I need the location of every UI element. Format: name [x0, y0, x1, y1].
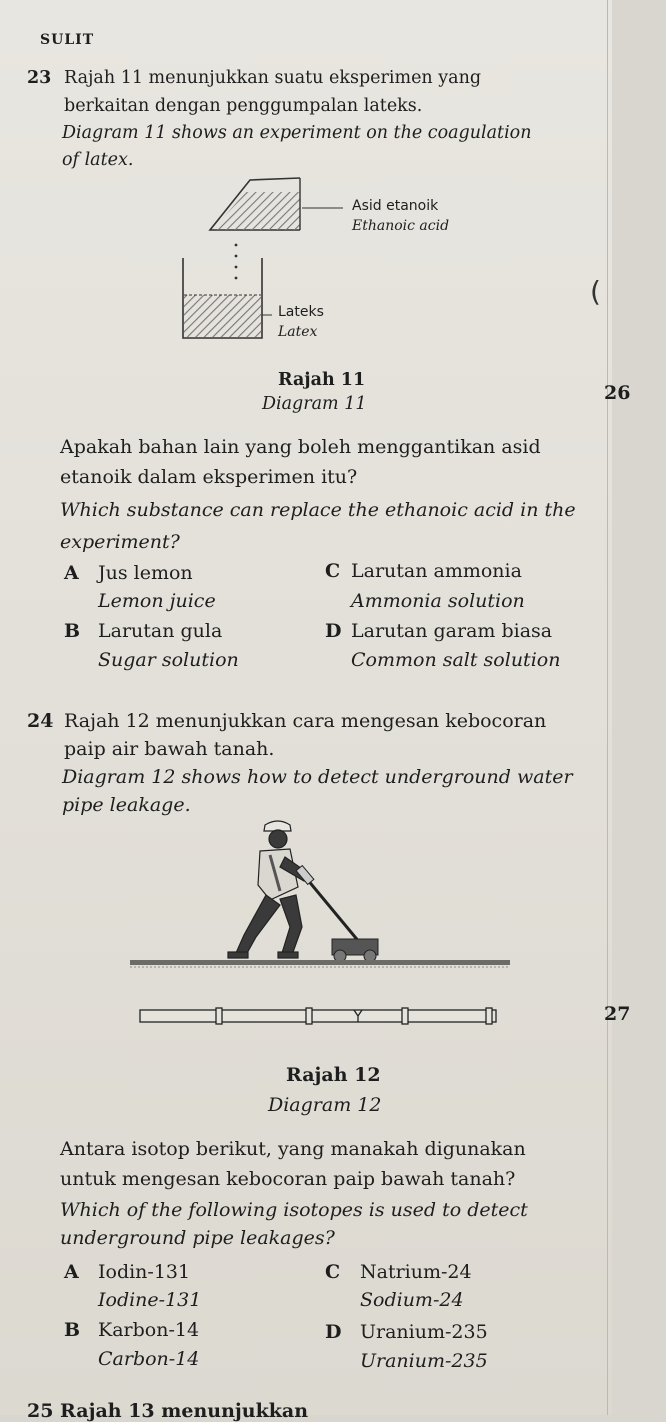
- q23-stem-malay-1: Rajah 11 menunjukkan suatu eksperimen yang: [64, 68, 482, 88]
- q23-option-a-letter[interactable]: A: [64, 562, 79, 584]
- q24-option-c-english: Sodium-24: [360, 1289, 464, 1311]
- q24-stem-english-2: pipe leakage.: [62, 794, 191, 816]
- page-number-27: 27: [604, 1003, 631, 1025]
- margin-rule: [607, 0, 608, 1415]
- underground-pipe: [140, 1008, 496, 1024]
- detector-device: [332, 939, 378, 962]
- q23-number: 23: [27, 68, 52, 88]
- margin-bracket-mark: (: [590, 275, 601, 308]
- diagram-12-caption-malay: Rajah 12: [286, 1064, 381, 1086]
- label-latex-english: Latex: [278, 324, 318, 340]
- q24-stem-malay-1: Rajah 12 menunjukkan cara mengesan kebocoran: [64, 710, 547, 732]
- worker-figure: [228, 821, 308, 958]
- label-acid-malay: Asid etanoik: [352, 198, 439, 214]
- q24-option-d-letter[interactable]: D: [325, 1321, 342, 1343]
- q24-option-a-malay[interactable]: Iodin-131: [98, 1261, 191, 1283]
- q24-stem-malay-2: paip air bawah tanah.: [64, 738, 275, 760]
- q25-partial-text: 25 Rajah 13 menunjukkan: [27, 1400, 309, 1422]
- q24-option-a-english: Iodine-131: [98, 1289, 202, 1311]
- q24-number: 24: [27, 710, 54, 732]
- q24-stem-english-1: Diagram 12 shows how to detect underground water: [62, 766, 573, 788]
- q23-question-malay-2: etanoik dalam eksperimen itu?: [60, 466, 358, 488]
- diagram-11-caption-english: Diagram 11: [262, 394, 367, 414]
- q23-option-d-english: Common salt solution: [351, 649, 561, 671]
- latex-beaker: [183, 258, 262, 338]
- q23-option-b-malay[interactable]: Larutan gula: [98, 620, 223, 642]
- q23-stem-english-2: of latex.: [62, 150, 134, 170]
- diagram-12-illustration: [120, 815, 520, 1035]
- label-latex-malay: Lateks: [278, 304, 324, 320]
- q24-question-malay-2: untuk mengesan kebocoran paip bawah tanah?: [60, 1168, 516, 1190]
- diagram-11-illustration: [150, 170, 350, 350]
- q24-option-d-english: Uranium-235: [360, 1350, 488, 1372]
- q24-option-a-letter[interactable]: A: [64, 1261, 79, 1283]
- q23-option-b-english: Sugar solution: [98, 649, 239, 671]
- q24-option-b-letter[interactable]: B: [64, 1319, 81, 1341]
- detector-handle: [302, 873, 360, 943]
- q23-question-english-1: Which substance can replace the ethanoic acid in the: [60, 499, 576, 521]
- label-acid-english: Ethanoic acid: [352, 218, 450, 234]
- q23-option-c-malay[interactable]: Larutan ammonia: [351, 560, 522, 582]
- q23-stem-malay-2: berkaitan dengan penggumpalan lateks.: [64, 96, 423, 116]
- ground-surface: [130, 960, 510, 965]
- q23-stem-english-1: Diagram 11 shows an experiment on the coagulation: [62, 123, 532, 143]
- q24-option-b-english: Carbon-14: [98, 1348, 200, 1370]
- q24-option-c-letter[interactable]: C: [325, 1261, 341, 1283]
- q23-option-c-english: Ammonia solution: [351, 590, 525, 612]
- q24-question-english-1: Which of the following isotopes is used to detect: [60, 1199, 528, 1221]
- q23-option-c-letter[interactable]: C: [325, 560, 341, 582]
- diagram-11-caption-malay: Rajah 11: [278, 370, 366, 390]
- q23-option-b-letter[interactable]: B: [64, 620, 81, 642]
- q24-option-b-malay[interactable]: Karbon-14: [98, 1319, 200, 1341]
- q24-question-malay-1: Antara isotop berikut, yang manakah digunakan: [60, 1138, 526, 1160]
- q24-question-english-2: underground pipe leakages?: [60, 1227, 335, 1249]
- diagram-12-caption-english: Diagram 12: [268, 1094, 382, 1116]
- q24-option-c-malay[interactable]: Natrium-24: [360, 1261, 472, 1283]
- acid-test-tube: [210, 178, 300, 230]
- q23-question-malay-1: Apakah bahan lain yang boleh menggantikan asid: [60, 436, 541, 458]
- q23-option-a-english: Lemon juice: [98, 590, 216, 612]
- sulit-header: SULIT: [40, 32, 95, 48]
- page-number-26: 26: [604, 382, 631, 404]
- q24-option-d-malay[interactable]: Uranium-235: [360, 1321, 488, 1343]
- q23-question-english-2: experiment?: [60, 531, 180, 553]
- q23-option-d-malay[interactable]: Larutan garam biasa: [351, 620, 553, 642]
- q23-option-a-malay[interactable]: Jus lemon: [98, 562, 193, 584]
- q23-option-d-letter[interactable]: D: [325, 620, 342, 642]
